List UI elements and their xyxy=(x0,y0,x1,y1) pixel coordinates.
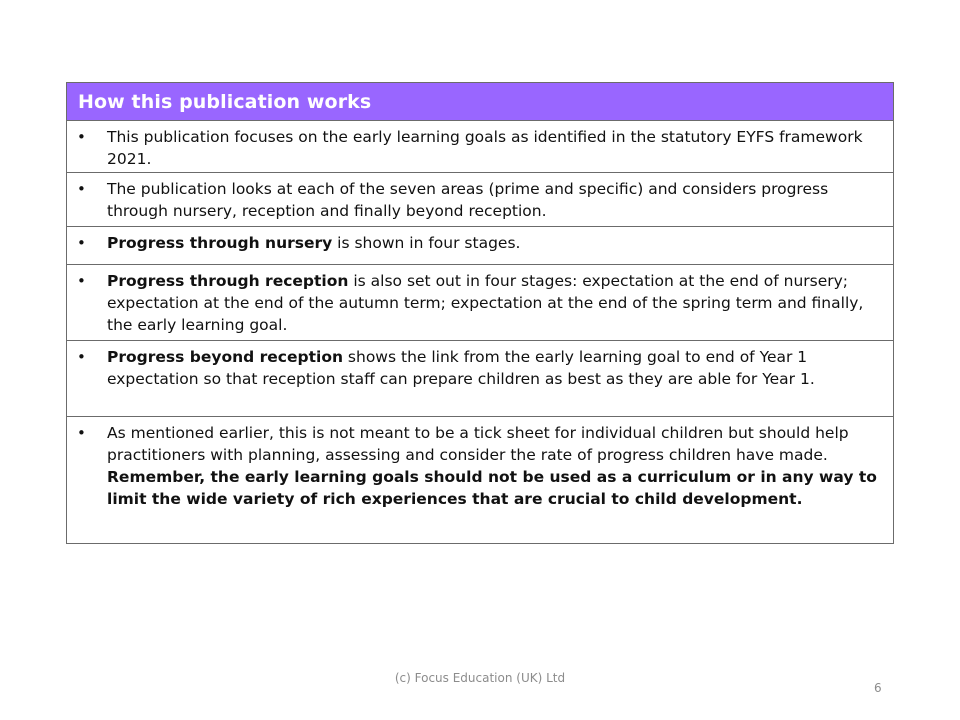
table-header xyxy=(67,83,893,121)
row-text: The publication looks at each of the seven areas (prime and specific) and considers progress through nursery, reception and finally beyond reception. xyxy=(107,180,829,220)
row-bold-lead: Progress through nursery xyxy=(107,234,333,252)
row-text: shows the link from the early learning goal to end of Year 1 expectation so that reception staff can prepare children as best as they are able for Year 1. xyxy=(107,348,815,388)
table-header-title: How this publication works xyxy=(78,90,372,113)
bullet-icon: • xyxy=(77,272,86,290)
table-row xyxy=(67,173,893,227)
bullet-icon: • xyxy=(77,180,86,198)
table-row xyxy=(67,341,893,417)
bullet-icon: • xyxy=(77,234,86,252)
row-text: As mentioned earlier, this is not meant to be a tick sheet for individual children but should help practitioners with planning, assessing and consider the rate of progress children have made. xyxy=(107,424,849,464)
bullet-icon: • xyxy=(77,348,86,366)
page-number: 6 xyxy=(874,681,882,695)
table-row xyxy=(67,227,893,265)
bullet-icon: • xyxy=(77,424,86,442)
row-text: is shown in four stages. xyxy=(332,234,521,252)
table-row xyxy=(67,121,893,173)
bullet-icon: • xyxy=(77,128,86,146)
info-table xyxy=(66,82,894,544)
row-bold-lead: Progress beyond reception xyxy=(107,348,343,366)
row-text: This publication focuses on the early learning goals as identified in the statutory EYFS framework 2021. xyxy=(107,128,863,168)
row-bold-lead: Progress through reception xyxy=(107,272,349,290)
row-bold-emphasis: Remember, the early learning goals should not be used as a curriculum or in any way to limit the wide variety of rich experiences that are crucial to child development. xyxy=(107,468,877,508)
table-row xyxy=(67,417,893,543)
footer-copyright: (c) Focus Education (UK) Ltd xyxy=(394,671,566,685)
row-text: is also set out in four stages: expectation at the end of nursery; expectation at the end of the autumn term; expectation at the end of the spring term and finally, the early learning goal. xyxy=(107,272,864,334)
table-row xyxy=(67,265,893,341)
